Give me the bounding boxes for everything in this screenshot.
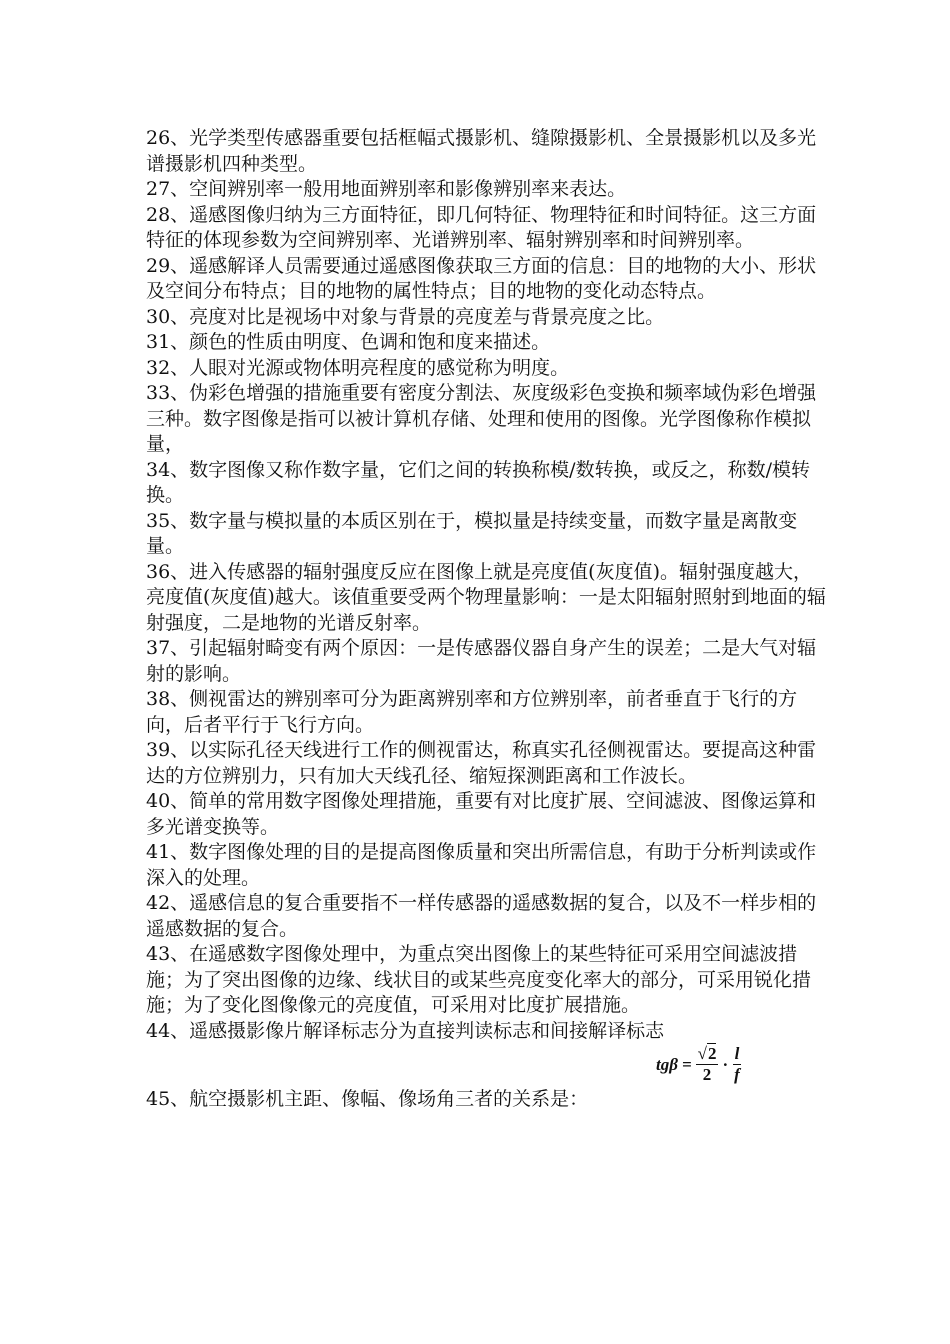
sqrt-numerator: √2 (697, 1044, 717, 1063)
tan-beta-formula (656, 1044, 742, 1085)
formula-caption: 45、航空摄影机主距、像幅、像场角三者的关系是： (146, 1087, 589, 1110)
list-item: 40、简单的常用数字图像处理措施，重要有对比度扩展、空间滤波、图像运算和多光谱变换等。 (146, 790, 817, 838)
list-item-with-formula (146, 1044, 826, 1116)
fraction-denominator: 2 (702, 1065, 712, 1084)
list-item: 44、遥感摄影像片解译标志分为直接判读标志和间接解译标志 (146, 1019, 665, 1042)
fraction-numerator: l (734, 1044, 740, 1063)
list-item: 39、以实际孔径天线进行工作的侧视雷达，称真实孔径侧视雷达。要提高这种雷达的方位辨别力，只有加大天线孔径、缩短探测距离和工作波长。 (146, 739, 817, 787)
list-item: 37、引起辐射畸变有两个原因：一是传感器仪器自身产生的误差；二是大气对辐射的影响。 (146, 637, 817, 685)
list-item: 31、颜色的性质由明度、色调和饱和度来描述。 (146, 331, 551, 353)
document-body (146, 126, 826, 1116)
formula-equals: = (681, 1054, 692, 1074)
formula-lhs: tgβ (656, 1054, 678, 1074)
list-item: 29、遥感解译人员需要通过遥感图像获取三方面的信息：目的地物的大小、形状及空间分布特点；目的地物的属性特点；目的地物的变化动态特点。 (146, 254, 817, 302)
list-item: 38、侧视雷达的辨别率可分为距离辨别率和方位辨别率，前者垂直于飞行的方向，后者平行于飞行方向。 (146, 688, 798, 736)
fraction-sqrt2-over-2 (696, 1044, 719, 1085)
list-item: 42、遥感信息的复合重要指不一样传感器的遥感数据的复合，以及不一样步相的遥感数据的复合。 (146, 892, 817, 940)
list-item: 35、数字量与模拟量的本质区别在于，模拟量是持续变量，而数字量是离散变量。 (146, 509, 798, 557)
list-item: 28、遥感图像归纳为三方面特征，即几何特征、物理特征和时间特征。这三方面特征的体现参数为空间辨别率、光谱辨别率、辐射辨别率和时间辨别率。 (146, 203, 817, 251)
fraction-denominator: f (734, 1065, 740, 1084)
list-item: 41、数字图像处理的目的是提高图像质量和突出所需信息，有助于分析判读或作深入的处理。 (146, 841, 817, 889)
list-item: 36、进入传感器的辐射强度反应在图像上就是亮度值(灰度值)。辐射强度越大，亮度值(灰度值)越大。该值重要受两个物理量影响：一是太阳辐射照射到地面的辐射强度，二是地物的光谱反射率。 (146, 560, 826, 634)
list-item: 43、在遥感数字图像处理中，为重点突出图像上的某些特征可采用空间滤波措施；为了突出图像的边缘、线状目的或某些亮度变化率大的部分，可采用锐化措施；为了变化图像像元的亮度值，可采用对比度扩展措施。 (146, 943, 812, 1016)
list-item: 33、伪彩色增强的措施重要有密度分割法、灰度级彩色变换和频率域伪彩色增强三种。数字图像是指可以被计算机存储、处理和使用的图像。光学图像称作模拟量， (146, 382, 817, 455)
list-item: 27、空间辨别率一般用地面辨别率和影像辨别率来表达。 (146, 178, 627, 200)
multiply-dot: · (722, 1054, 729, 1074)
list-item: 26、光学类型传感器重要包括框幅式摄影机、缝隙摄影机、全景摄影机以及多光谱摄影机四种类型。 (146, 127, 817, 175)
list-item: 34、数字图像又称作数字量，它们之间的转换称模/数转换，或反之，称数/模转换。 (146, 458, 810, 506)
list-item: 30、亮度对比是视场中对象与背景的亮度差与背景亮度之比。 (146, 305, 665, 328)
fraction-l-over-f (732, 1044, 742, 1085)
list-item: 32、人眼对光源或物体明亮程度的感觉称为明度。 (146, 356, 570, 379)
